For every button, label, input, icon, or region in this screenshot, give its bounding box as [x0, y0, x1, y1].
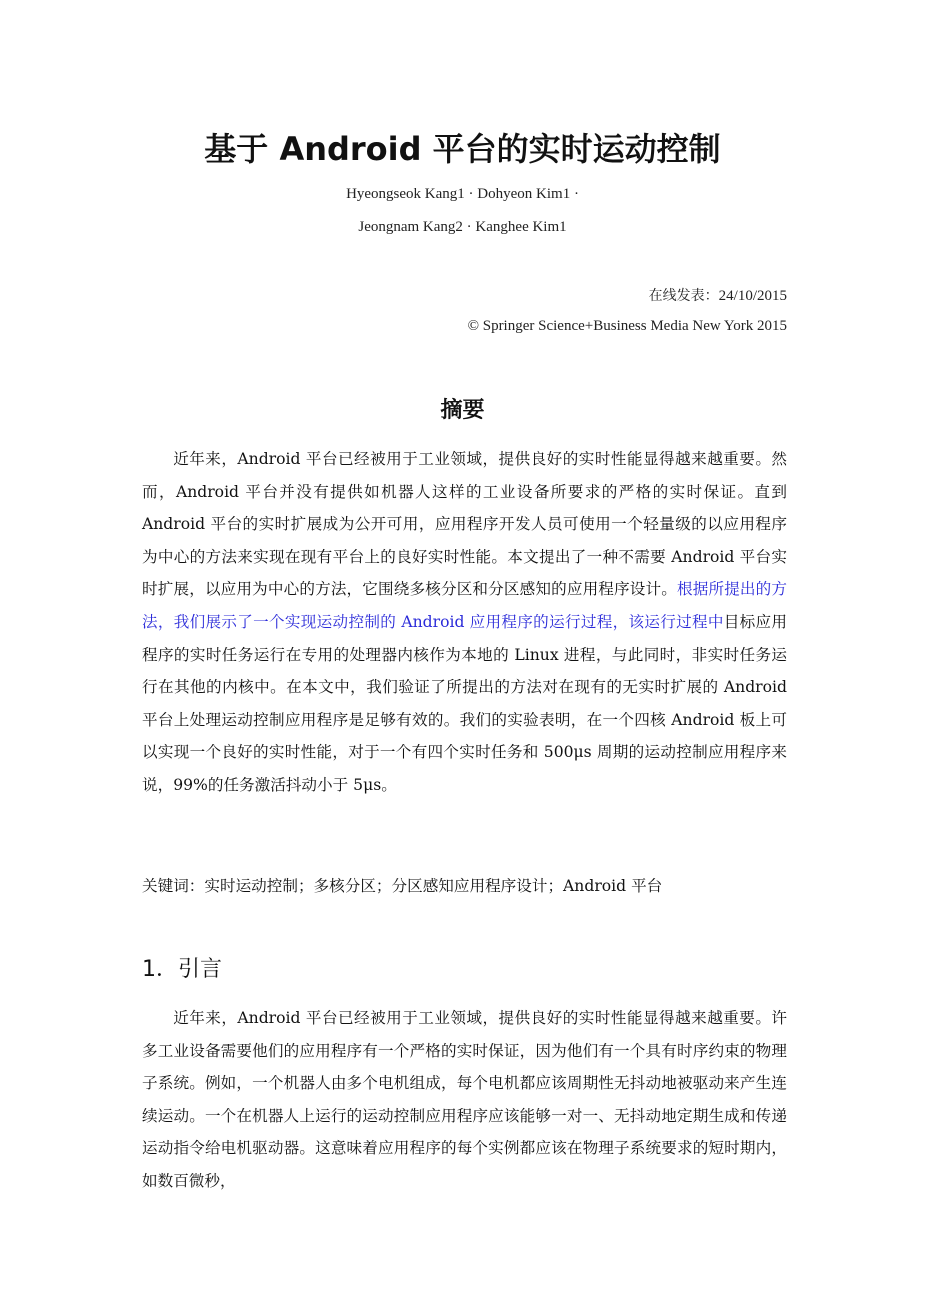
authors-line-1: Hyeongseok Kang1 · Dohyeon Kim1 ·	[346, 186, 579, 202]
paper-title: 基于 Android 平台的实时运动控制	[204, 130, 721, 168]
abstract-text-part-2: 目标应用程序的实时任务运行在专用的处理器内核作为本地的 Linux 进程，与此同时，非实时任务运行在其他的内核中。在本文中，我们验证了所提出的方法对在现有的无实时扩展的 Android 平台上处理运动控制应用程序是足够有效的。我们的实验表明，在一个四核 Android 板上可以实现一个良好的实时性能，对于一个有四个实时任务和 500μs 周期的运动控制应用程序来说，99%的任务激活抖动小于 5μs。	[142, 612, 787, 794]
section-1-heading: 1．引言	[142, 957, 222, 982]
authors-line-2: Jeongnam Kang2 · Kanghee Kim1	[358, 219, 567, 235]
published-date: 24/10/2015	[718, 288, 787, 304]
abstract-paragraph	[142, 443, 787, 802]
abstract-text-part-1: 近年来，Android 平台已经被用于工业领域，提供良好的实时性能显得越来越重要。然而，Android 平台并没有提供如机器人这样的工业设备所要求的严格的实时保证。直到 Android 平台的实时扩展成为公开可用，应用程序开发人员可使用一个轻量级的以应用程序为中心的方法来实现在现有平台上的良好实时性能。本文提出了一种不需要 Android 平台实时扩展，以应用为中心的方法，它围绕多核分区和分区感知的应用程序设计。	[142, 450, 787, 599]
published-info	[649, 285, 787, 305]
section-1-paragraph: 近年来，Android 平台已经被用于工业领域，提供良好的实时性能显得越来越重要。许多工业设备需要他们的应用程序有一个严格的实时保证，因为他们有一个具有时序约束的物理子系统。例如，一个机器人由多个电机组成，每个电机都应该周期性无抖动地被驱动来产生连续运动。一个在机器人上运行的运动控制应用程序应该能够一对一、无抖动地定期生成和传递运动指令给电机驱动器。这意味着应用程序的每个实例都应该在物理子系统要求的短时期内，如数百微秒，	[142, 1009, 787, 1190]
abstract-heading: 摘要	[440, 398, 485, 423]
copyright-notice: © Springer Science+Business Media New York 2015	[467, 318, 787, 334]
keywords-line: 关键词：实时运动控制；多核分区；分区感知应用程序设计；Android 平台	[142, 877, 663, 895]
published-label: 在线发表：	[648, 288, 719, 304]
abstract-highlighted-text: 根据所提出的方法，我们展示了一个实现运动控制的 Android 应用程序的运行过程，该运行过程中	[142, 580, 787, 631]
